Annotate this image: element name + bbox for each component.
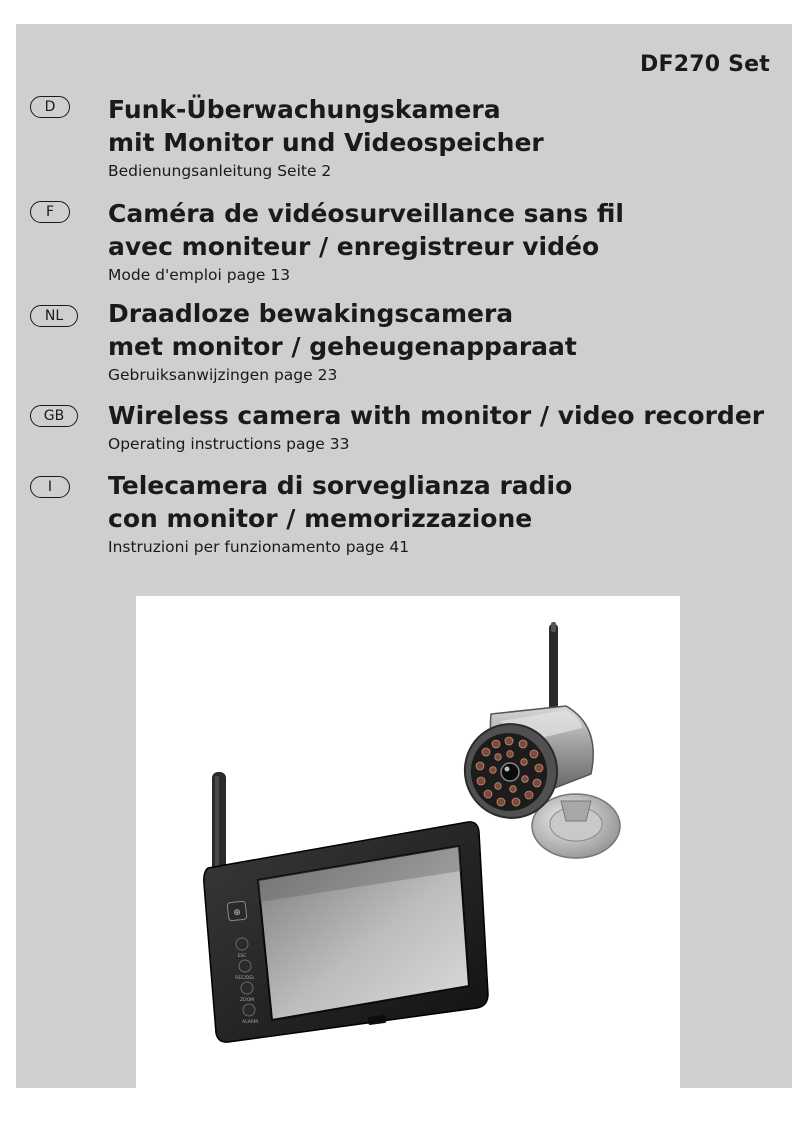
monitor-button-zoom: [241, 982, 253, 994]
model-name: DF270 Set: [640, 52, 770, 77]
wireless-camera: [453, 622, 620, 858]
lang-title-line: con monitor / memorizzazione: [108, 504, 533, 533]
monitor: [204, 772, 488, 1042]
monitor-label-zoom: ZOOM: [239, 998, 255, 1003]
lang-title-line: avec moniteur / enregistreur vidéo: [108, 232, 600, 261]
lang-subtitle: Operating instructions page 33: [108, 435, 350, 453]
lang-block-f: [108, 197, 624, 285]
lang-block-d: [108, 93, 544, 181]
monitor-button-rec: [239, 960, 251, 972]
lang-title-line: Telecamera di sorveglianza radio: [108, 471, 573, 500]
product-photo: [136, 596, 680, 1096]
svg-text:⊕: ⊕: [233, 908, 241, 918]
monitor-button-esc: [236, 938, 248, 950]
product-illustration: [136, 596, 680, 1096]
lang-badge-nl: NL: [30, 305, 78, 327]
lang-subtitle: Gebruiksanwijzingen page 23: [108, 366, 338, 384]
lang-subtitle: Instruzioni per funzionamento page 41: [108, 538, 410, 556]
lang-block-gb: [108, 399, 764, 454]
monitor-label-rec: REC/DEL: [235, 976, 255, 981]
monitor-button-alarm: [243, 1004, 255, 1016]
lang-title-line: Funk-Überwachungskamera: [108, 95, 501, 124]
lang-badge-i: I: [30, 476, 70, 498]
lang-title-line: met monitor / geheugenapparaat: [108, 332, 577, 361]
camera-lens: [501, 763, 519, 781]
monitor-label-esc: ESC: [237, 954, 247, 959]
monitor-label-alarm: ALARM: [242, 1020, 258, 1025]
lang-title-line: Draadloze bewakingscamera: [108, 299, 514, 328]
lang-badge-gb: GB: [30, 405, 78, 427]
lang-block-nl: [108, 297, 577, 385]
lang-title-line: Wireless camera with monitor / video recorder: [108, 401, 765, 430]
lang-subtitle: Mode d'emploi page 13: [108, 266, 291, 284]
lang-badge-d: D: [30, 96, 70, 118]
camera-antenna: [549, 624, 558, 716]
lang-subtitle: Bedienungsanleitung Seite 2: [108, 162, 332, 180]
lang-title-line: mit Monitor und Videospeicher: [108, 128, 544, 157]
lang-badge-f: F: [30, 201, 70, 223]
lang-block-i: [108, 469, 572, 557]
lang-title-line: Caméra de vidéosurveillance sans fil: [108, 199, 624, 228]
